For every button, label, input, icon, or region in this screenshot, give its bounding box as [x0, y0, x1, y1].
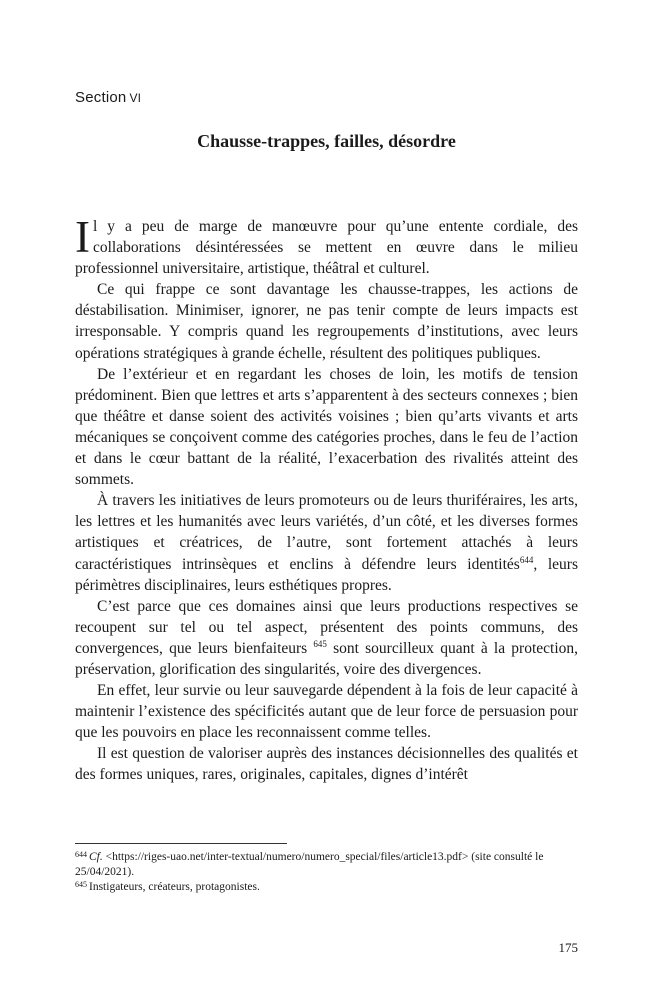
paragraph-3: De l’extérieur et en regardant les choses de loin, les motifs de tension prédominent. Bien que lettres et arts s’apparentent à des secteurs connexes ; bien que théâtre et danse soient des activités voisines ; bien qu’arts vivants et arts mécaniques se conçoivent comme des catégories proches, dans le feu de l’action et dans le cœur battant de la réalité, l’exacerbation des rivalités atteint des sommets.	[75, 365, 578, 489]
footnote-ref-645[interactable]: 645	[313, 638, 327, 649]
paragraph-1	[75, 212, 578, 279]
footnote-divider	[75, 843, 287, 844]
section-number: VI	[129, 91, 142, 105]
footnotes	[75, 850, 578, 895]
footnote-644	[75, 850, 578, 880]
paragraph-4-text-b: , leurs périmètres disciplinaires, leurs esthétiques propres.	[75, 555, 578, 594]
paragraph-1-text: l y a peu de marge de manœuvre pour qu’une entente cordiale, des collaborations désintéressées se mettent en œuvre dans le milieu professionnel universitaire, artistique, théâtral et culturel.	[75, 218, 578, 278]
footnote-number: 644	[75, 850, 87, 859]
paragraph-5-text-a: C’est parce que ces domaines ainsi que leurs productions respectives se recoupent sur tel ou tel aspect, présentent des points communs, des convergences, que leurs bienfaiteurs	[75, 597, 578, 657]
paragraph-2: Ce qui frappe ce sont davantage les chausse-trappes, les actions de déstabilisation. Minimiser, ignorer, ne pas tenir compte de leurs impacts est irresponsable. Y compris quand les regroupements d’institutions, avec leurs opérations stratégiques à grande échelle, résultent des politiques publiques.	[75, 281, 578, 362]
paragraph-6: En effet, leur survie ou leur sauvegarde dépendent à la fois de leur capacité à maintenir l’existence des spécificités autant que de leur force de persuasion pour que les pouvoirs en place les reconnaissent comme telles.	[75, 682, 578, 742]
footnote-645	[75, 880, 578, 895]
footnote-number: 645	[75, 880, 87, 889]
chapter-title: Chausse-trappes, failles, désordre	[197, 131, 456, 151]
footnote-lead: Cf.	[89, 851, 103, 863]
paragraph-5	[75, 596, 578, 680]
body-text	[75, 212, 579, 786]
footnote-ref-644[interactable]: 644	[519, 554, 534, 565]
footnote-text: <https://riges-uao.net/inter-textual/numero/numero_special/files/article13.pdf> (site consulté le 25/04/2021).	[75, 851, 544, 878]
footnote-text: Instigateurs, créateurs, protagonistes.	[89, 881, 260, 893]
paragraph-4	[75, 490, 578, 595]
paragraph-5-text-b: sont sourcilleux quant à la protection, préservation, glorification des singularités, voire des divergences.	[75, 639, 579, 678]
section-word: Section	[75, 89, 127, 106]
paragraph-7: Il est question de valoriser auprès des instances décisionnelles des qualités et des formes uniques, rares, originales, capitales, dignes d’intérêt	[75, 745, 578, 784]
section-label	[75, 89, 141, 106]
page-number: 175	[558, 940, 578, 955]
paragraph-4-text-a: À travers les initiatives de leurs promoteurs ou de leurs thuriféraires, les arts, les lettres et les humanités avec leurs variétés, d’un côté, et les diverses formes artistiques et créatrices, de l’autre, sont fortement attachés à leurs caractéristiques intrinsèques et enclins à défendre leurs identités	[75, 492, 578, 573]
drop-cap: I	[75, 212, 90, 262]
